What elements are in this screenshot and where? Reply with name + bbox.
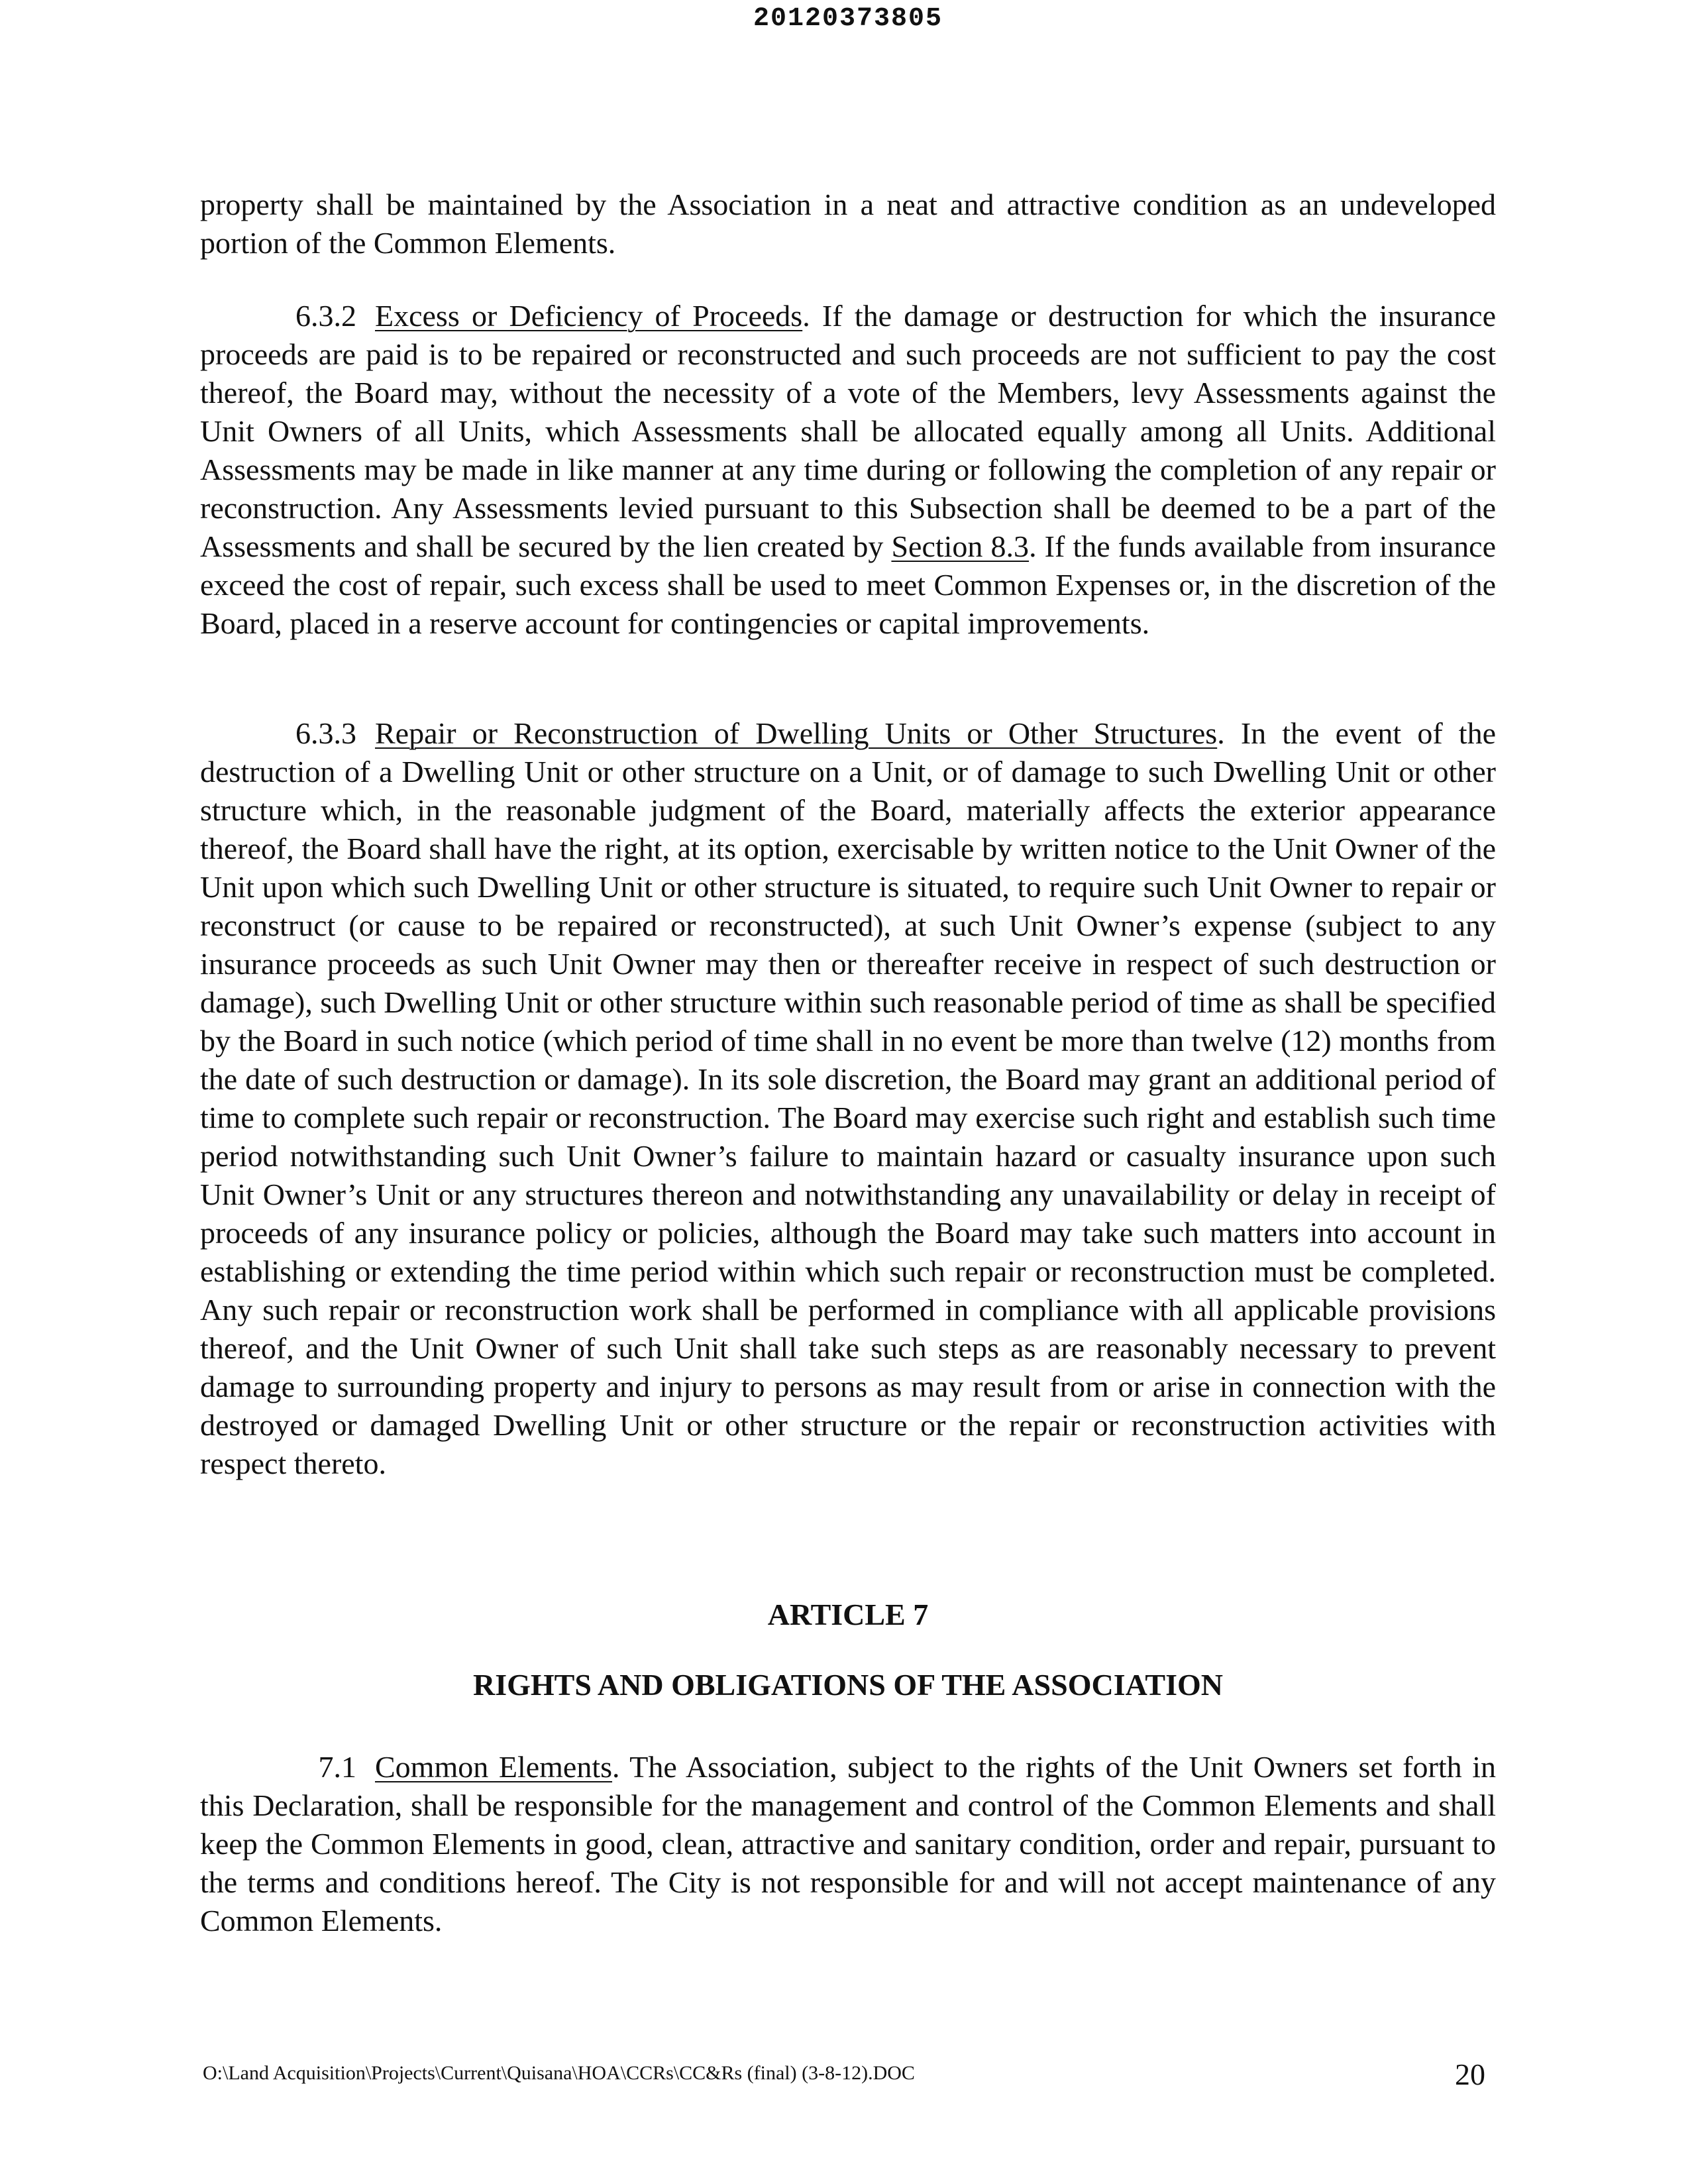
section-text-part-b: . If the funds available from insurance exceed the cost of repair, such excess shall be used to meet Common Expenses or, in the discretion of the Board, placed in a reserve account for contingencies or capital improvements. bbox=[200, 529, 1497, 640]
section-heading: Excess or Deficiency of Proceeds bbox=[375, 299, 803, 333]
section-6-3-2 bbox=[200, 297, 1496, 643]
paragraph-text: property shall be maintained by the Association in a neat and attractive condition as an undeveloped portion of the Common Elements. bbox=[200, 188, 1496, 260]
section-7-1 bbox=[200, 1748, 1496, 1940]
section-text-part-a: . If the damage or destruction for which the insurance proceeds are paid is to be repaired or reconstructed and such proceeds are not sufficient to pay the cost thereof, the Board may, without the necessity of a vote of the Members, levy Assessments against the Unit Owners of all Units, which Assessments shall be allocated equally among all Units. Additional Assessments may be made in like manner at any time during or following the completion of any repair or reconstruction. Any Assessments levied pursuant to this Subsection shall be deemed to be a part of the Assessments and shall be secured by the lien created by bbox=[200, 299, 1496, 563]
document-number: 20120373805 bbox=[753, 4, 943, 34]
section-number: 6.3.2 bbox=[295, 299, 356, 333]
section-text: . The Association, subject to the rights of the Unit Owners set forth in this Declaration, shall be responsible for the management and control of the Common Elements and shall keep the Common Elements in good, clean, attractive and sanitary condition, order and repair, pursuant to the terms and conditions hereof. The City is not responsible for and will not accept maintenance of any Common Elements. bbox=[200, 1750, 1496, 1938]
section-text: . In the event of the destruction of a Dwelling Unit or other structure on a Unit, or of damage to such Dwelling Unit or other structure which, in the reasonable judgment of the Board, materially affects the exterior appearance thereof, the Board shall have the right, at its option, exercisable by written notice to the Unit Owner of the Unit upon which such Dwelling Unit or other structure is situated, to require such Unit Owner to repair or reconstruct (or cause to be repaired or reconstructed), at such Unit Owner’s expense (subject to any insurance proceeds as such Unit Owner may then or thereafter receive in respect of such destruction or damage), such Dwelling Unit or other structure within such reasonable period of time as shall be specified by the Board in such notice (which period of time shall in no event be more than twelve (12) months from the date of such destruction or damage). In its sole discretion, the Board may grant an additional period of time to complete such repair or reconstruction. The Board may exercise such right and establish such time period notwithstanding such Unit Owner’s failure to maintain hazard or casualty insurance upon such Unit Owner’s Unit or any structures thereon and notwithstanding any unavailability or delay in receipt of proceeds of any insurance policy or policies, although the Board may take such matters into account in establishing or extending the time period within which such repair or reconstruction must be completed. Any such repair or reconstruction work shall be performed in compliance with all applicable provisions thereof, and the Unit Owner of such Unit shall take such steps as are reasonably necessary to prevent damage to surrounding property and injury to persons as may result from or arise in connection with the destroyed or damaged Dwelling Unit or other structure or the repair or reconstruction activities with respect thereto. bbox=[200, 716, 1496, 1480]
section-heading: Repair or Reconstruction of Dwelling Units or Other Structures bbox=[375, 716, 1218, 750]
page-number: 20 bbox=[1455, 2057, 1485, 2091]
article-heading: ARTICLE 7 bbox=[767, 1598, 929, 1631]
section-number: 6.3.3 bbox=[295, 716, 356, 750]
article-title: RIGHTS AND OBLIGATIONS OF THE ASSOCIATION bbox=[473, 1668, 1223, 1702]
section-reference: Section 8.3 bbox=[891, 529, 1030, 563]
section-number: 7.1 bbox=[318, 1750, 356, 1784]
section-6-3-3 bbox=[200, 714, 1496, 1483]
paragraph-continuation bbox=[200, 186, 1496, 262]
section-heading: Common Elements bbox=[375, 1750, 613, 1784]
footer-file-path: O:\Land Acquisition\Projects\Current\Quisana\HOA\CCRs\CC&Rs (final) (3-8-12).DOC bbox=[203, 2062, 915, 2084]
